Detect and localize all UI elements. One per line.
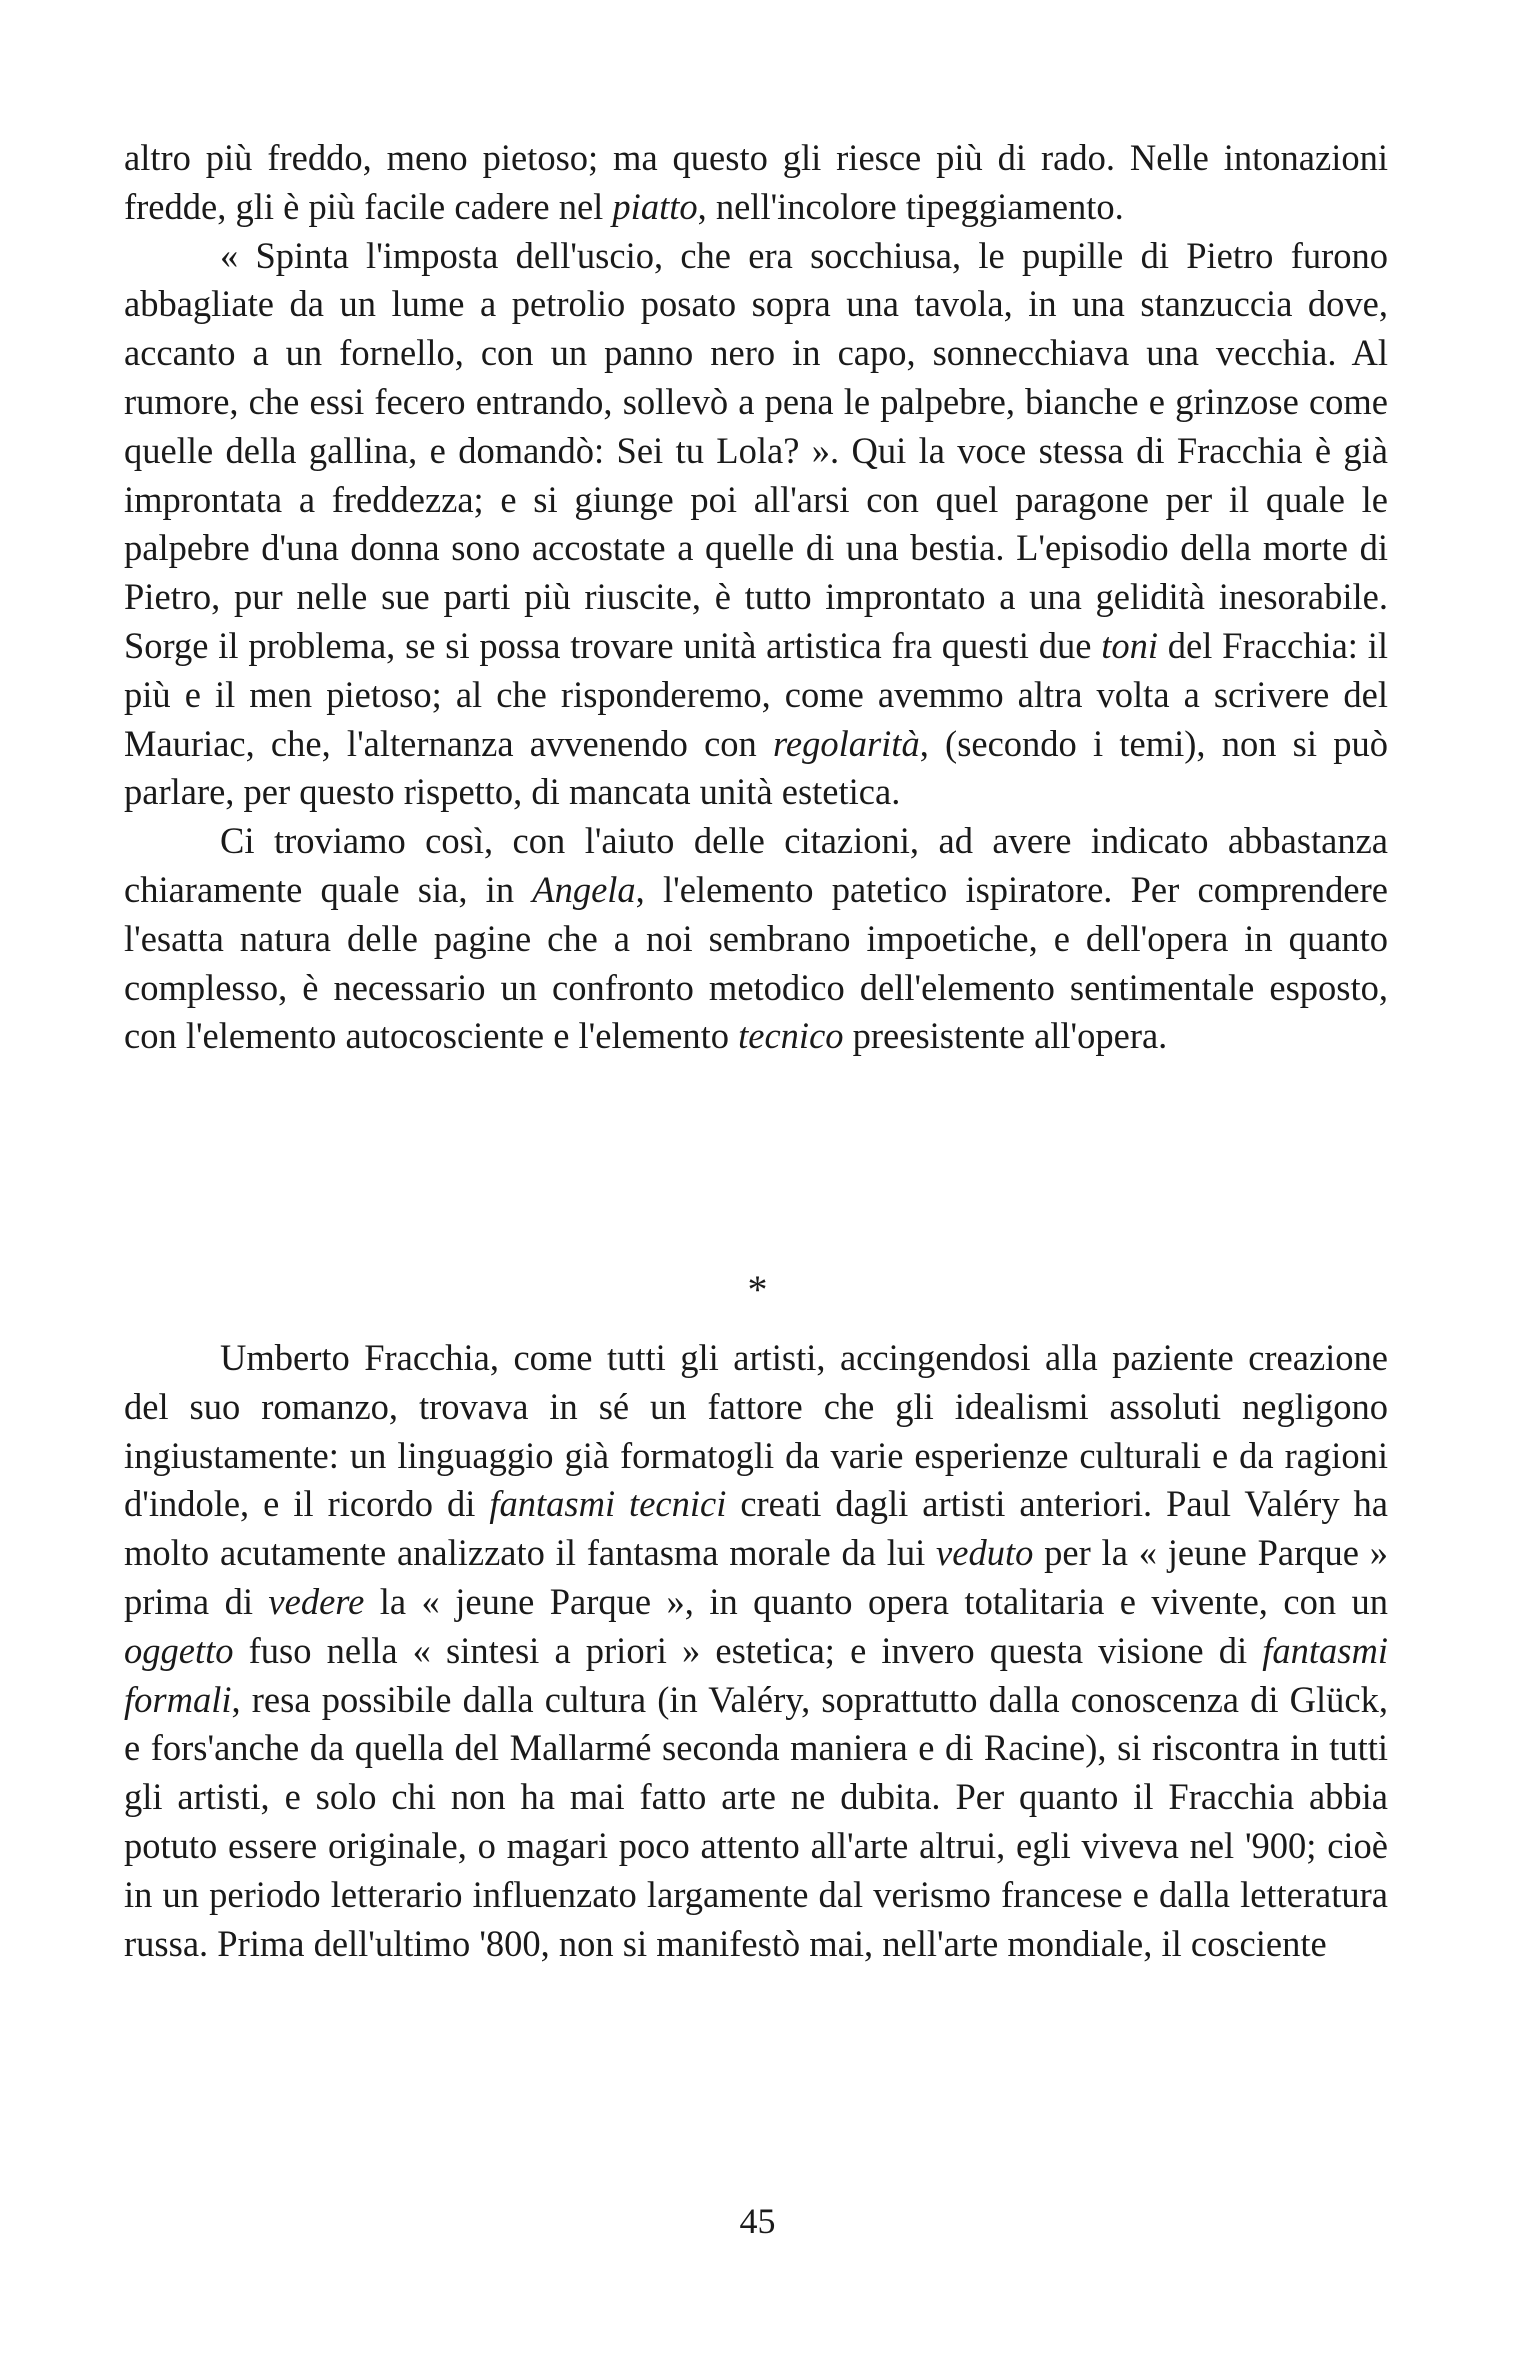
text-run: la « jeune Parque », in quanto opera totalitaria e vivente, con un — [364, 1580, 1389, 1622]
text-run: preesistente all'opera. — [843, 1015, 1168, 1057]
text-run: Ci troviamo così, con l'aiuto delle citazioni, ad avere indicato abbastanza chiaramente quale sia, in — [124, 820, 1388, 910]
italic-term-vedere: vedere — [268, 1580, 365, 1622]
text-run: altro più freddo, meno pietoso; ma questo gli riesce più di rado. Nelle intonazioni fredde, gli è più facile cadere nel — [124, 137, 1388, 227]
italic-term-piatto: piatto — [612, 185, 698, 227]
text-run: creati dagli artisti anteriori. Paul Valéry ha molto acutamente analizzato il fantasma morale da lui — [124, 1483, 1389, 1574]
italic-term-oggetto: oggetto — [124, 1629, 234, 1671]
text-run: del Fracchia: il più e il men pietoso; al che risponderemo, come avemmo altra volta a scrivere del Mauriac, che, l'alternanza avvenendo con — [124, 624, 1388, 764]
text-run: Umberto Fracchia, come tutti gli artisti, accingendosi alla paziente creazione del suo romanzo, trovava in sé un fattore che gli idealismi assoluti negligono ingiustamente: un linguaggio già formatogli da varie esperienze culturali e da ragioni d'indole, e il ricordo di — [124, 1337, 1388, 1525]
paragraph-quotation — [124, 232, 1388, 818]
italic-term-toni: toni — [1101, 624, 1158, 666]
paragraph-fracchia — [124, 1334, 1388, 1968]
text-run: « Spinta l'imposta dell'uscio, che era socchiusa, le pupille di Pietro furono abbagliate da un lume a petrolio posato sopra una tavola, in una stanzuccia dove, accanto a un fornello, con un panno nero in capo, sonnecchiava una vecchia. Al rumore, che essi fecero entrando, sollevò a pena le palpebre, bianche e grinzose come quelle della gallina, e domandò: Sei tu Lola? ». Qui la voce stessa di Fracchia è già improntata a freddezza; e si giunge poi all'arsi con quel paragone per il quale le palpebre d'una donna sono accostate a quelle di una bestia. L'episodio della morte di Pietro, pur nelle sue parti più riuscite, è tutto improntato a una gelidità inesorabile. Sorge il problema, se si possa trovare unità artistica fra questi due — [124, 234, 1388, 666]
italic-term-veduto: veduto — [936, 1532, 1034, 1574]
page-number: 45 — [739, 2201, 776, 2241]
text-run: fuso nella « sintesi a priori » estetica; e invero questa visione di — [233, 1629, 1263, 1671]
text-run: , l'elemento patetico ispiratore. Per comprendere l'esatta natura delle pagine che a noi sembrano impoetiche, e dell'opera in quanto complesso, è necessario un confronto metodico dell'elemento sentimentale esposto, con l'elemento autocosciente e l'elemento — [124, 868, 1388, 1057]
text-run: per la « jeune Parque » prima di — [124, 1532, 1389, 1622]
paragraph-conclusion — [124, 817, 1388, 1061]
section-separator: * — [747, 1267, 768, 1312]
text-run: , nell'incolore tipeggiamento. — [697, 185, 1124, 227]
paragraph-continuation — [124, 134, 1388, 232]
italic-term-regolarita: regolarità — [773, 722, 920, 764]
italic-term-tecnico: tecnico — [738, 1015, 844, 1057]
text-block-upper — [124, 134, 1388, 1061]
italic-title-angela: Angela — [532, 868, 636, 910]
text-block-lower — [124, 1334, 1388, 1968]
italic-term-fantasmi-formali: fantasmi formali — [124, 1629, 1388, 1720]
text-run: , (secondo i temi), non si può parlare, per questo rispetto, di mancata unità estetica. — [124, 722, 1388, 813]
italic-term-fantasmi-tecnici: fantasmi tecnici — [489, 1483, 727, 1525]
text-run: , resa possibile dalla cultura (in Valéry, soprattutto dalla conoscenza di Glück, e fors'anche da quella del Mallarmé seconda maniera e di Racine), si riscontra in tutti gli artisti, e solo chi non ha mai fatto arte ne dubita. Per quanto il Fracchia abbia potuto essere originale, o magari poco attento all'arte altrui, egli viveva nel '900; cioè in un periodo letterario influenzato largamente dal verismo francese e dalla letteratura russa. Prima dell'ultimo '800, non si manifestò mai, nell'arte mondiale, il cosciente — [124, 1678, 1388, 1964]
